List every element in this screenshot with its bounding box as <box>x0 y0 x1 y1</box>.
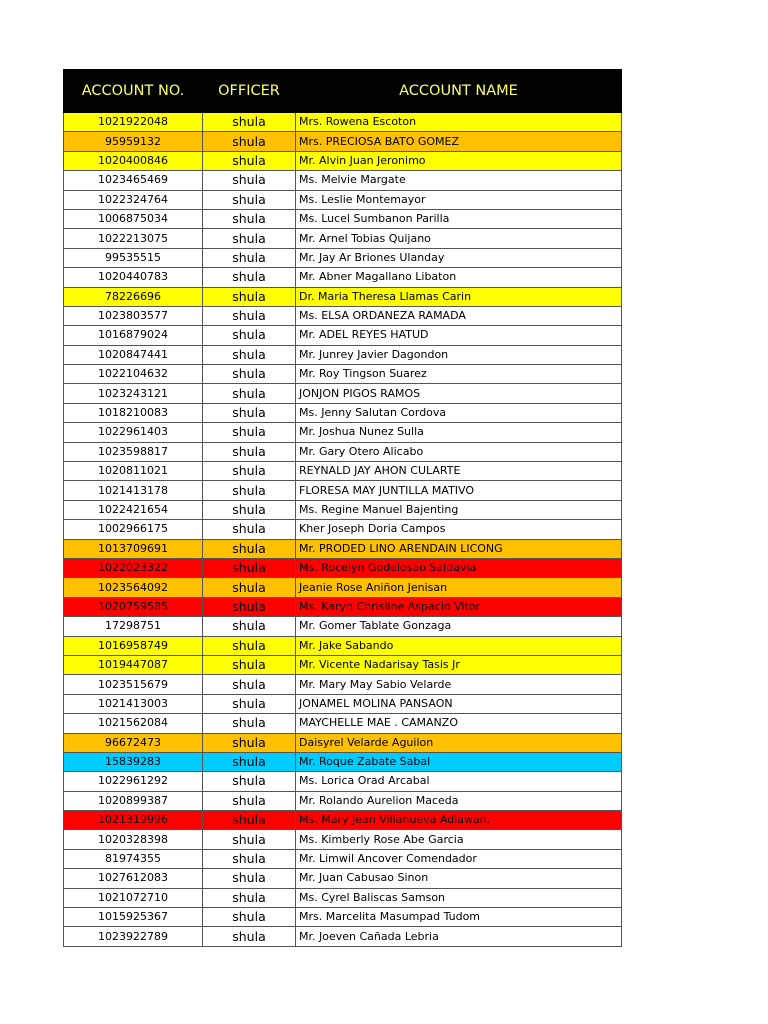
cell-account-name: Ms. Jenny Salutan Cordova <box>296 403 622 422</box>
cell-account-name: Ms. Kimberly Rose Abe Garcia <box>296 830 622 849</box>
cell-officer: shula <box>203 151 296 170</box>
table-row <box>64 481 622 500</box>
cell-account-no: 1018210083 <box>64 403 203 422</box>
cell-officer: shula <box>203 365 296 384</box>
cell-account-no: 78226696 <box>64 287 203 306</box>
table-row <box>64 617 622 636</box>
cell-account-no: 1015925367 <box>64 908 203 927</box>
cell-account-no: 1022421654 <box>64 500 203 519</box>
table-row <box>64 811 622 830</box>
table-row <box>64 306 622 325</box>
cell-account-no: 1006875034 <box>64 209 203 228</box>
cell-account-no: 81974355 <box>64 849 203 868</box>
cell-account-name: Jeanie Rose Aniñon Jenisan <box>296 578 622 597</box>
cell-officer: shula <box>203 617 296 636</box>
cell-account-no: 1023564092 <box>64 578 203 597</box>
cell-account-name: Mr. PRODED LINO ARENDAIN LICONG <box>296 539 622 558</box>
table-row <box>64 423 622 442</box>
cell-account-name: Mr. Joshua Nunez Sulla <box>296 423 622 442</box>
table-row <box>64 151 622 170</box>
cell-account-name: Mr. Gary Otero Alicabo <box>296 442 622 461</box>
cell-officer: shula <box>203 171 296 190</box>
cell-account-name: REYNALD JAY AHON CULARTE <box>296 462 622 481</box>
cell-account-no: 1021413003 <box>64 694 203 713</box>
table-row <box>64 462 622 481</box>
cell-officer: shula <box>203 442 296 461</box>
table-row <box>64 675 622 694</box>
table-row <box>64 113 622 132</box>
table-row <box>64 752 622 771</box>
cell-account-name: Kher Joseph Doria Campos <box>296 520 622 539</box>
accounts-table <box>63 69 622 947</box>
cell-officer: shula <box>203 268 296 287</box>
table-row <box>64 791 622 810</box>
cell-officer: shula <box>203 345 296 364</box>
cell-officer: shula <box>203 190 296 209</box>
cell-officer: shula <box>203 888 296 907</box>
cell-officer: shula <box>203 539 296 558</box>
cell-account-name: Ms. Cyrel Baliscas Samson <box>296 888 622 907</box>
cell-account-name: Ms. Melvie Margate <box>296 171 622 190</box>
cell-account-name: Mr. Alvin Juan Jeronimo <box>296 151 622 170</box>
cell-officer: shula <box>203 520 296 539</box>
cell-account-name: JONJON PIGOS RAMOS <box>296 384 622 403</box>
cell-officer: shula <box>203 423 296 442</box>
cell-account-no: 1021562084 <box>64 714 203 733</box>
table-row <box>64 132 622 151</box>
cell-account-name: FLORESA MAY JUNTILLA MATIVO <box>296 481 622 500</box>
cell-officer: shula <box>203 578 296 597</box>
cell-account-no: 1002966175 <box>64 520 203 539</box>
table-row <box>64 830 622 849</box>
cell-officer: shula <box>203 752 296 771</box>
cell-account-name: Ms. Regine Manuel Bajenting <box>296 500 622 519</box>
table-row <box>64 694 622 713</box>
cell-account-no: 1020847441 <box>64 345 203 364</box>
header-account-no: ACCOUNT NO. <box>64 70 203 113</box>
cell-account-no: 1020811021 <box>64 462 203 481</box>
cell-account-name: Ms. Lucel Sumbanon Parilla <box>296 209 622 228</box>
table-row <box>64 927 622 946</box>
cell-officer: shula <box>203 869 296 888</box>
cell-account-no: 1016958749 <box>64 636 203 655</box>
cell-account-name: Mr. Jake Sabando <box>296 636 622 655</box>
cell-account-no: 95959132 <box>64 132 203 151</box>
cell-officer: shula <box>203 132 296 151</box>
cell-account-no: 1023922789 <box>64 927 203 946</box>
table-row <box>64 772 622 791</box>
cell-account-no: 99535515 <box>64 248 203 267</box>
cell-account-name: MAYCHELLE MAE . CAMANZO <box>296 714 622 733</box>
table-row <box>64 714 622 733</box>
cell-officer: shula <box>203 558 296 577</box>
cell-account-name: Mr. Juan Cabusao Sinon <box>296 869 622 888</box>
cell-officer: shula <box>203 403 296 422</box>
cell-account-name: Ms. Leslie Montemayor <box>296 190 622 209</box>
table-row <box>64 248 622 267</box>
cell-account-no: 1021922048 <box>64 113 203 132</box>
table-row <box>64 442 622 461</box>
cell-account-name: Ms. Rocelyn Godelosao Saldavia <box>296 558 622 577</box>
cell-account-name: Daisyrel Velarde Aguilon <box>296 733 622 752</box>
cell-account-no: 1013709691 <box>64 539 203 558</box>
cell-officer: shula <box>203 908 296 927</box>
cell-officer: shula <box>203 655 296 674</box>
cell-officer: shula <box>203 733 296 752</box>
cell-account-name: Mrs. PRECIOSA BATO GOMEZ <box>296 132 622 151</box>
cell-officer: shula <box>203 326 296 345</box>
table-row <box>64 403 622 422</box>
cell-officer: shula <box>203 927 296 946</box>
table-row <box>64 733 622 752</box>
cell-account-no: 1021072710 <box>64 888 203 907</box>
cell-account-name: Mr. Roque Zabate Sabal <box>296 752 622 771</box>
cell-account-no: 96672473 <box>64 733 203 752</box>
cell-officer: shula <box>203 287 296 306</box>
cell-account-no: 1022104632 <box>64 365 203 384</box>
cell-account-name: Mr. Jay Ar Briones Ulanday <box>296 248 622 267</box>
cell-account-name: Mr. ADEL REYES HATUD <box>296 326 622 345</box>
table-row <box>64 597 622 616</box>
table-row <box>64 869 622 888</box>
cell-officer: shula <box>203 462 296 481</box>
cell-account-no: 1019447087 <box>64 655 203 674</box>
cell-officer: shula <box>203 675 296 694</box>
cell-officer: shula <box>203 714 296 733</box>
cell-account-no: 1020400846 <box>64 151 203 170</box>
cell-account-no: 1020899387 <box>64 791 203 810</box>
table-row <box>64 326 622 345</box>
cell-account-no: 1023465469 <box>64 171 203 190</box>
cell-account-name: Mr. Abner Magallano Libaton <box>296 268 622 287</box>
table-row <box>64 229 622 248</box>
header-row <box>64 70 622 113</box>
cell-account-no: 1023243121 <box>64 384 203 403</box>
table-row <box>64 171 622 190</box>
table-row <box>64 268 622 287</box>
cell-account-name: Ms. Mary Jean Villanueva Adlawan. <box>296 811 622 830</box>
cell-account-no: 1016879024 <box>64 326 203 345</box>
cell-account-no: 1022961292 <box>64 772 203 791</box>
cell-account-name: Mr. Junrey Javier Dagondon <box>296 345 622 364</box>
cell-account-name: Ms. Lorica Orad Arcabal <box>296 772 622 791</box>
cell-account-name: Mr. Arnel Tobias Quijano <box>296 229 622 248</box>
cell-account-no: 1020440783 <box>64 268 203 287</box>
table-row <box>64 500 622 519</box>
cell-account-no: 1023598817 <box>64 442 203 461</box>
cell-account-no: 1023803577 <box>64 306 203 325</box>
table-row <box>64 520 622 539</box>
cell-officer: shula <box>203 694 296 713</box>
cell-account-name: Mr. Gomer Tablate Gonzaga <box>296 617 622 636</box>
table-row <box>64 190 622 209</box>
table-row <box>64 578 622 597</box>
cell-account-no: 1027612083 <box>64 869 203 888</box>
table-row <box>64 655 622 674</box>
table-header <box>64 70 622 113</box>
cell-officer: shula <box>203 772 296 791</box>
cell-account-no: 1023515679 <box>64 675 203 694</box>
cell-account-name: Mr. Roy Tingson Suarez <box>296 365 622 384</box>
cell-account-no: 1022961403 <box>64 423 203 442</box>
cell-account-no: 1022213075 <box>64 229 203 248</box>
cell-officer: shula <box>203 306 296 325</box>
cell-officer: shula <box>203 791 296 810</box>
cell-account-no: 1020328398 <box>64 830 203 849</box>
cell-account-name: Mr. Vicente Nadarisay Tasis Jr <box>296 655 622 674</box>
table-row <box>64 908 622 927</box>
cell-officer: shula <box>203 636 296 655</box>
table-row <box>64 636 622 655</box>
cell-account-name: JONAMEL MOLINA PANSAON <box>296 694 622 713</box>
table-row <box>64 345 622 364</box>
cell-account-no: 15839283 <box>64 752 203 771</box>
table-row <box>64 888 622 907</box>
cell-officer: shula <box>203 209 296 228</box>
cell-officer: shula <box>203 113 296 132</box>
cell-account-name: Ms. Karyn Chrisline Aspacio Vitor <box>296 597 622 616</box>
cell-account-name: Mrs. Marcelita Masumpad Tudom <box>296 908 622 927</box>
cell-account-name: Mr. Joeven Cañada Lebria <box>296 927 622 946</box>
cell-officer: shula <box>203 384 296 403</box>
header-officer: OFFICER <box>203 70 296 113</box>
table-row <box>64 539 622 558</box>
table-row <box>64 558 622 577</box>
cell-account-name: Mr. Mary May Sabio Velarde <box>296 675 622 694</box>
cell-account-no: 1020759585 <box>64 597 203 616</box>
table-row <box>64 365 622 384</box>
cell-officer: shula <box>203 229 296 248</box>
cell-officer: shula <box>203 830 296 849</box>
cell-account-no: 1021413178 <box>64 481 203 500</box>
cell-officer: shula <box>203 248 296 267</box>
table-row <box>64 849 622 868</box>
cell-account-name: Mrs. Rowena Escoton <box>296 113 622 132</box>
cell-account-no: 1021319996 <box>64 811 203 830</box>
cell-officer: shula <box>203 811 296 830</box>
cell-officer: shula <box>203 597 296 616</box>
cell-account-name: Mr. Limwil Ancover Comendador <box>296 849 622 868</box>
header-account-name: ACCOUNT NAME <box>296 70 622 113</box>
cell-officer: shula <box>203 849 296 868</box>
cell-account-name: Ms. ELSA ORDANEZA RAMADA <box>296 306 622 325</box>
cell-officer: shula <box>203 500 296 519</box>
table-row <box>64 287 622 306</box>
cell-account-name: Mr. Rolando Aurelion Maceda <box>296 791 622 810</box>
cell-account-no: 17298751 <box>64 617 203 636</box>
table-row <box>64 384 622 403</box>
cell-account-no: 1022324764 <box>64 190 203 209</box>
cell-officer: shula <box>203 481 296 500</box>
cell-account-name: Dr. Maria Theresa Llamas Carin <box>296 287 622 306</box>
table-row <box>64 209 622 228</box>
table-body <box>64 113 622 947</box>
cell-account-no: 1022023322 <box>64 558 203 577</box>
